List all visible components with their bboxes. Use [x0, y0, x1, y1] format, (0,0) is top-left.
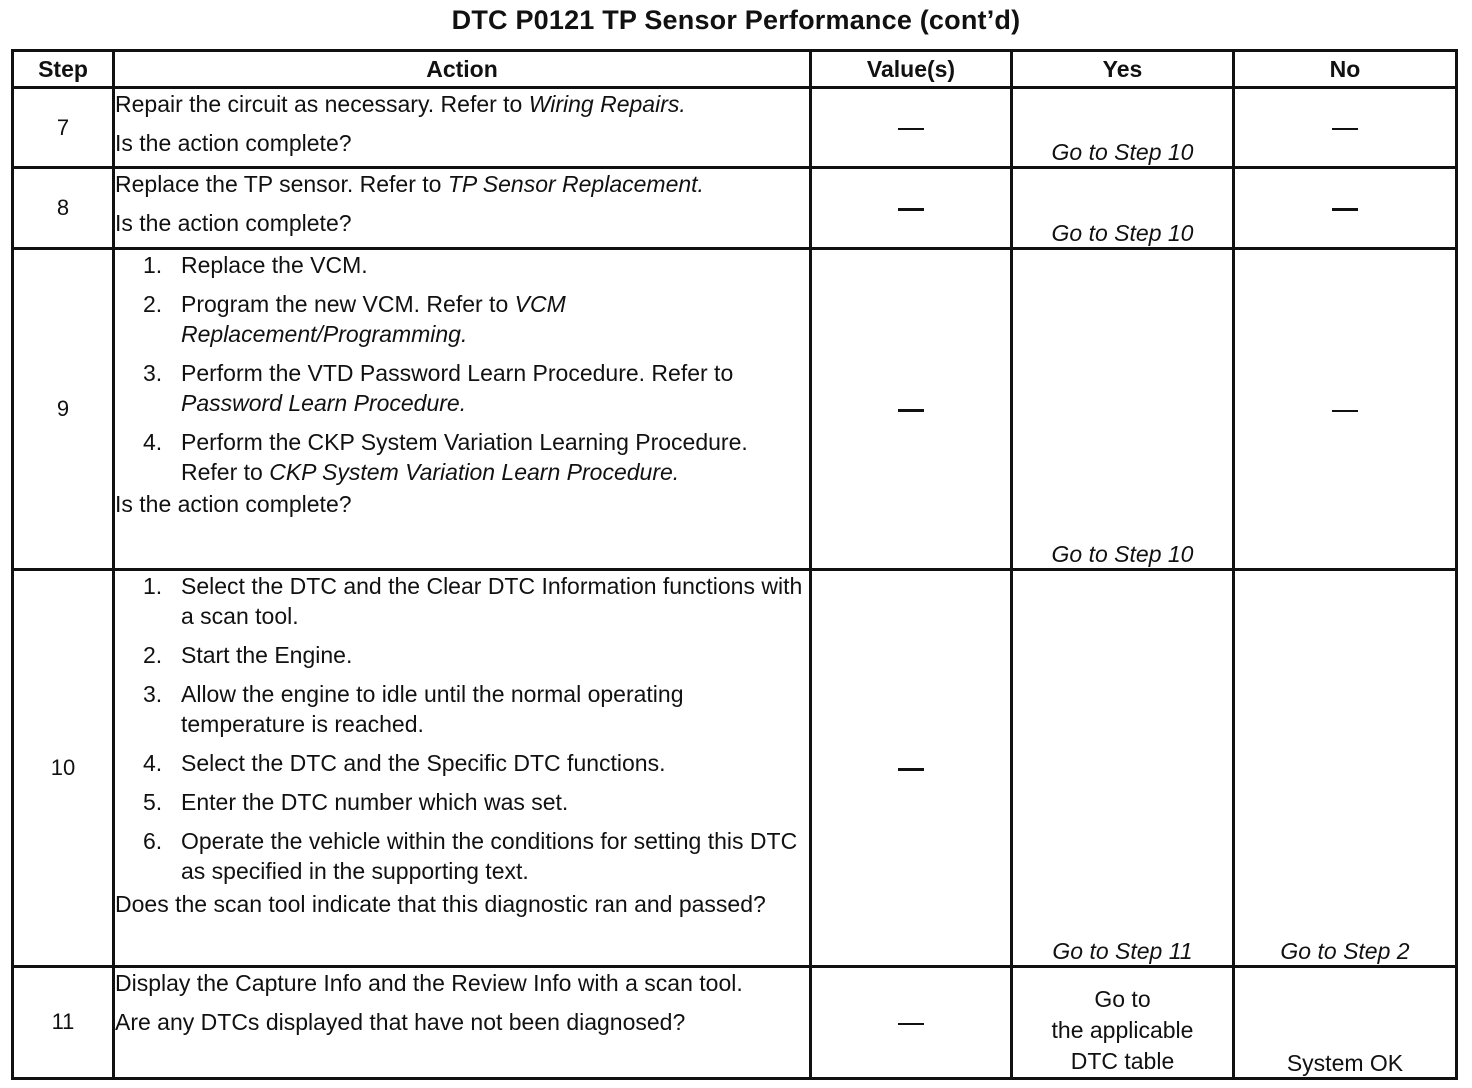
- list-item: [143, 358, 809, 418]
- value-dash: [898, 409, 924, 412]
- diagnostic-table: [11, 49, 1458, 1080]
- yes-cell: Go to Step 10: [1012, 88, 1234, 168]
- reference-link: Password Learn Procedure.: [181, 390, 467, 417]
- yes-cell: Go to Step 11: [1012, 570, 1234, 966]
- list-number: 2.: [143, 291, 163, 318]
- no-cell: [1234, 88, 1457, 168]
- list-text: Select the DTC and the Clear DTC Information functions with a scan tool.: [181, 573, 803, 630]
- list-text: Perform the VTD Password Learn Procedure. Refer to: [181, 360, 734, 387]
- no-dash: [1332, 128, 1358, 130]
- reference-link: CKP System Variation Learn Procedure.: [269, 459, 680, 486]
- value-dash: [898, 128, 924, 130]
- table-row: [13, 249, 1457, 570]
- list-text: Enter the DTC number which was set.: [181, 789, 569, 816]
- list-number: 5.: [143, 789, 163, 816]
- action-instruction: Display the Capture Info and the Review Info with a scan tool.: [115, 969, 743, 996]
- reference-link: Wiring Repairs.: [528, 91, 686, 117]
- step-number: 11: [13, 966, 114, 1078]
- reference-link: TP Sensor Replacement.: [447, 171, 704, 198]
- action-question: Does the scan tool indicate that this diagnostic ran and passed?: [115, 891, 766, 918]
- procedure-list: [115, 250, 809, 487]
- list-text: Operate the vehicle within the conditions for setting this DTC as specified in the supporting text.: [181, 828, 798, 885]
- value-dash: [898, 208, 924, 211]
- list-item: [143, 427, 809, 487]
- action-instruction: [115, 89, 809, 119]
- list-number: 6.: [143, 828, 163, 855]
- list-text: Allow the engine to idle until the normal operating temperature is reached.: [181, 681, 684, 738]
- list-number: 4.: [143, 750, 163, 777]
- table-header-row: [13, 51, 1457, 88]
- header-yes: Yes: [1012, 51, 1234, 88]
- list-text: Select the DTC and the Specific DTC functions.: [181, 750, 666, 777]
- yes-cell: [1012, 966, 1234, 1078]
- action-cell: [114, 570, 811, 966]
- no-cell: [1234, 168, 1457, 249]
- step-number: 7: [13, 88, 114, 168]
- action-question: Is the action complete?: [115, 491, 352, 518]
- value-dash: [898, 1023, 924, 1025]
- action-question: Are any DTCs displayed that have not been diagnosed?: [115, 1008, 686, 1035]
- step-number: 8: [13, 168, 114, 249]
- list-item: [143, 571, 809, 631]
- action-cell: [114, 88, 811, 168]
- value-cell: [811, 88, 1012, 168]
- list-item: [143, 787, 809, 817]
- yes-line: Go to: [1094, 986, 1151, 1012]
- list-item: [143, 826, 809, 886]
- list-number: 3.: [143, 681, 163, 708]
- list-text: Replace the VCM.: [181, 252, 368, 279]
- value-cell: [811, 570, 1012, 966]
- header-step: Step: [13, 51, 114, 88]
- table-row: [13, 570, 1457, 966]
- yes-line: the applicable: [1051, 1017, 1194, 1043]
- list-number: 3.: [143, 360, 163, 387]
- value-cell: [811, 966, 1012, 1078]
- action-cell: [114, 168, 811, 249]
- action-question: Is the action complete?: [115, 210, 352, 237]
- no-cell: Go to Step 2: [1234, 570, 1457, 966]
- list-number: 1.: [143, 573, 163, 600]
- yes-cell: Go to Step 10: [1012, 168, 1234, 249]
- step-number: 10: [13, 570, 114, 966]
- no-cell: System OK: [1234, 966, 1457, 1078]
- list-item: [143, 289, 809, 349]
- value-cell: [811, 168, 1012, 249]
- list-number: 2.: [143, 642, 163, 669]
- list-text: Program the new VCM. Refer to: [181, 291, 515, 318]
- list-item: [143, 748, 809, 778]
- value-cell: [811, 249, 1012, 570]
- action-cell: [114, 966, 811, 1078]
- value-dash: [898, 768, 924, 771]
- table-row: [13, 168, 1457, 249]
- list-item: [143, 640, 809, 670]
- procedure-list: [115, 571, 809, 886]
- header-action: Action: [114, 51, 811, 88]
- action-text: Replace the TP sensor. Refer to: [115, 171, 448, 198]
- action-instruction: [115, 169, 809, 199]
- yes-cell: Go to Step 10: [1012, 249, 1234, 570]
- table-row: [13, 966, 1457, 1078]
- table-row: [13, 88, 1457, 168]
- list-text: Start the Engine.: [181, 642, 353, 669]
- list-number: 4.: [143, 429, 163, 456]
- header-no: No: [1234, 51, 1457, 88]
- list-number: 1.: [143, 252, 163, 279]
- header-values: Value(s): [811, 51, 1012, 88]
- page-title: DTC P0121 TP Sensor Performance (cont’d): [451, 5, 1021, 35]
- list-item: [143, 679, 809, 739]
- no-cell: [1234, 249, 1457, 570]
- reference-link: VCM Replacement/Programming.: [181, 291, 566, 348]
- action-cell: [114, 249, 811, 570]
- list-item: [143, 250, 809, 280]
- step-number: 9: [13, 249, 114, 570]
- no-dash: [1332, 208, 1358, 211]
- yes-line: DTC table: [1070, 1048, 1175, 1074]
- no-dash: [1332, 410, 1358, 412]
- action-text: Repair the circuit as necessary. Refer to: [115, 91, 529, 117]
- list-text: Perform the CKP System Variation Learning Procedure. Refer to: [181, 429, 748, 486]
- action-question: Is the action complete?: [115, 130, 352, 156]
